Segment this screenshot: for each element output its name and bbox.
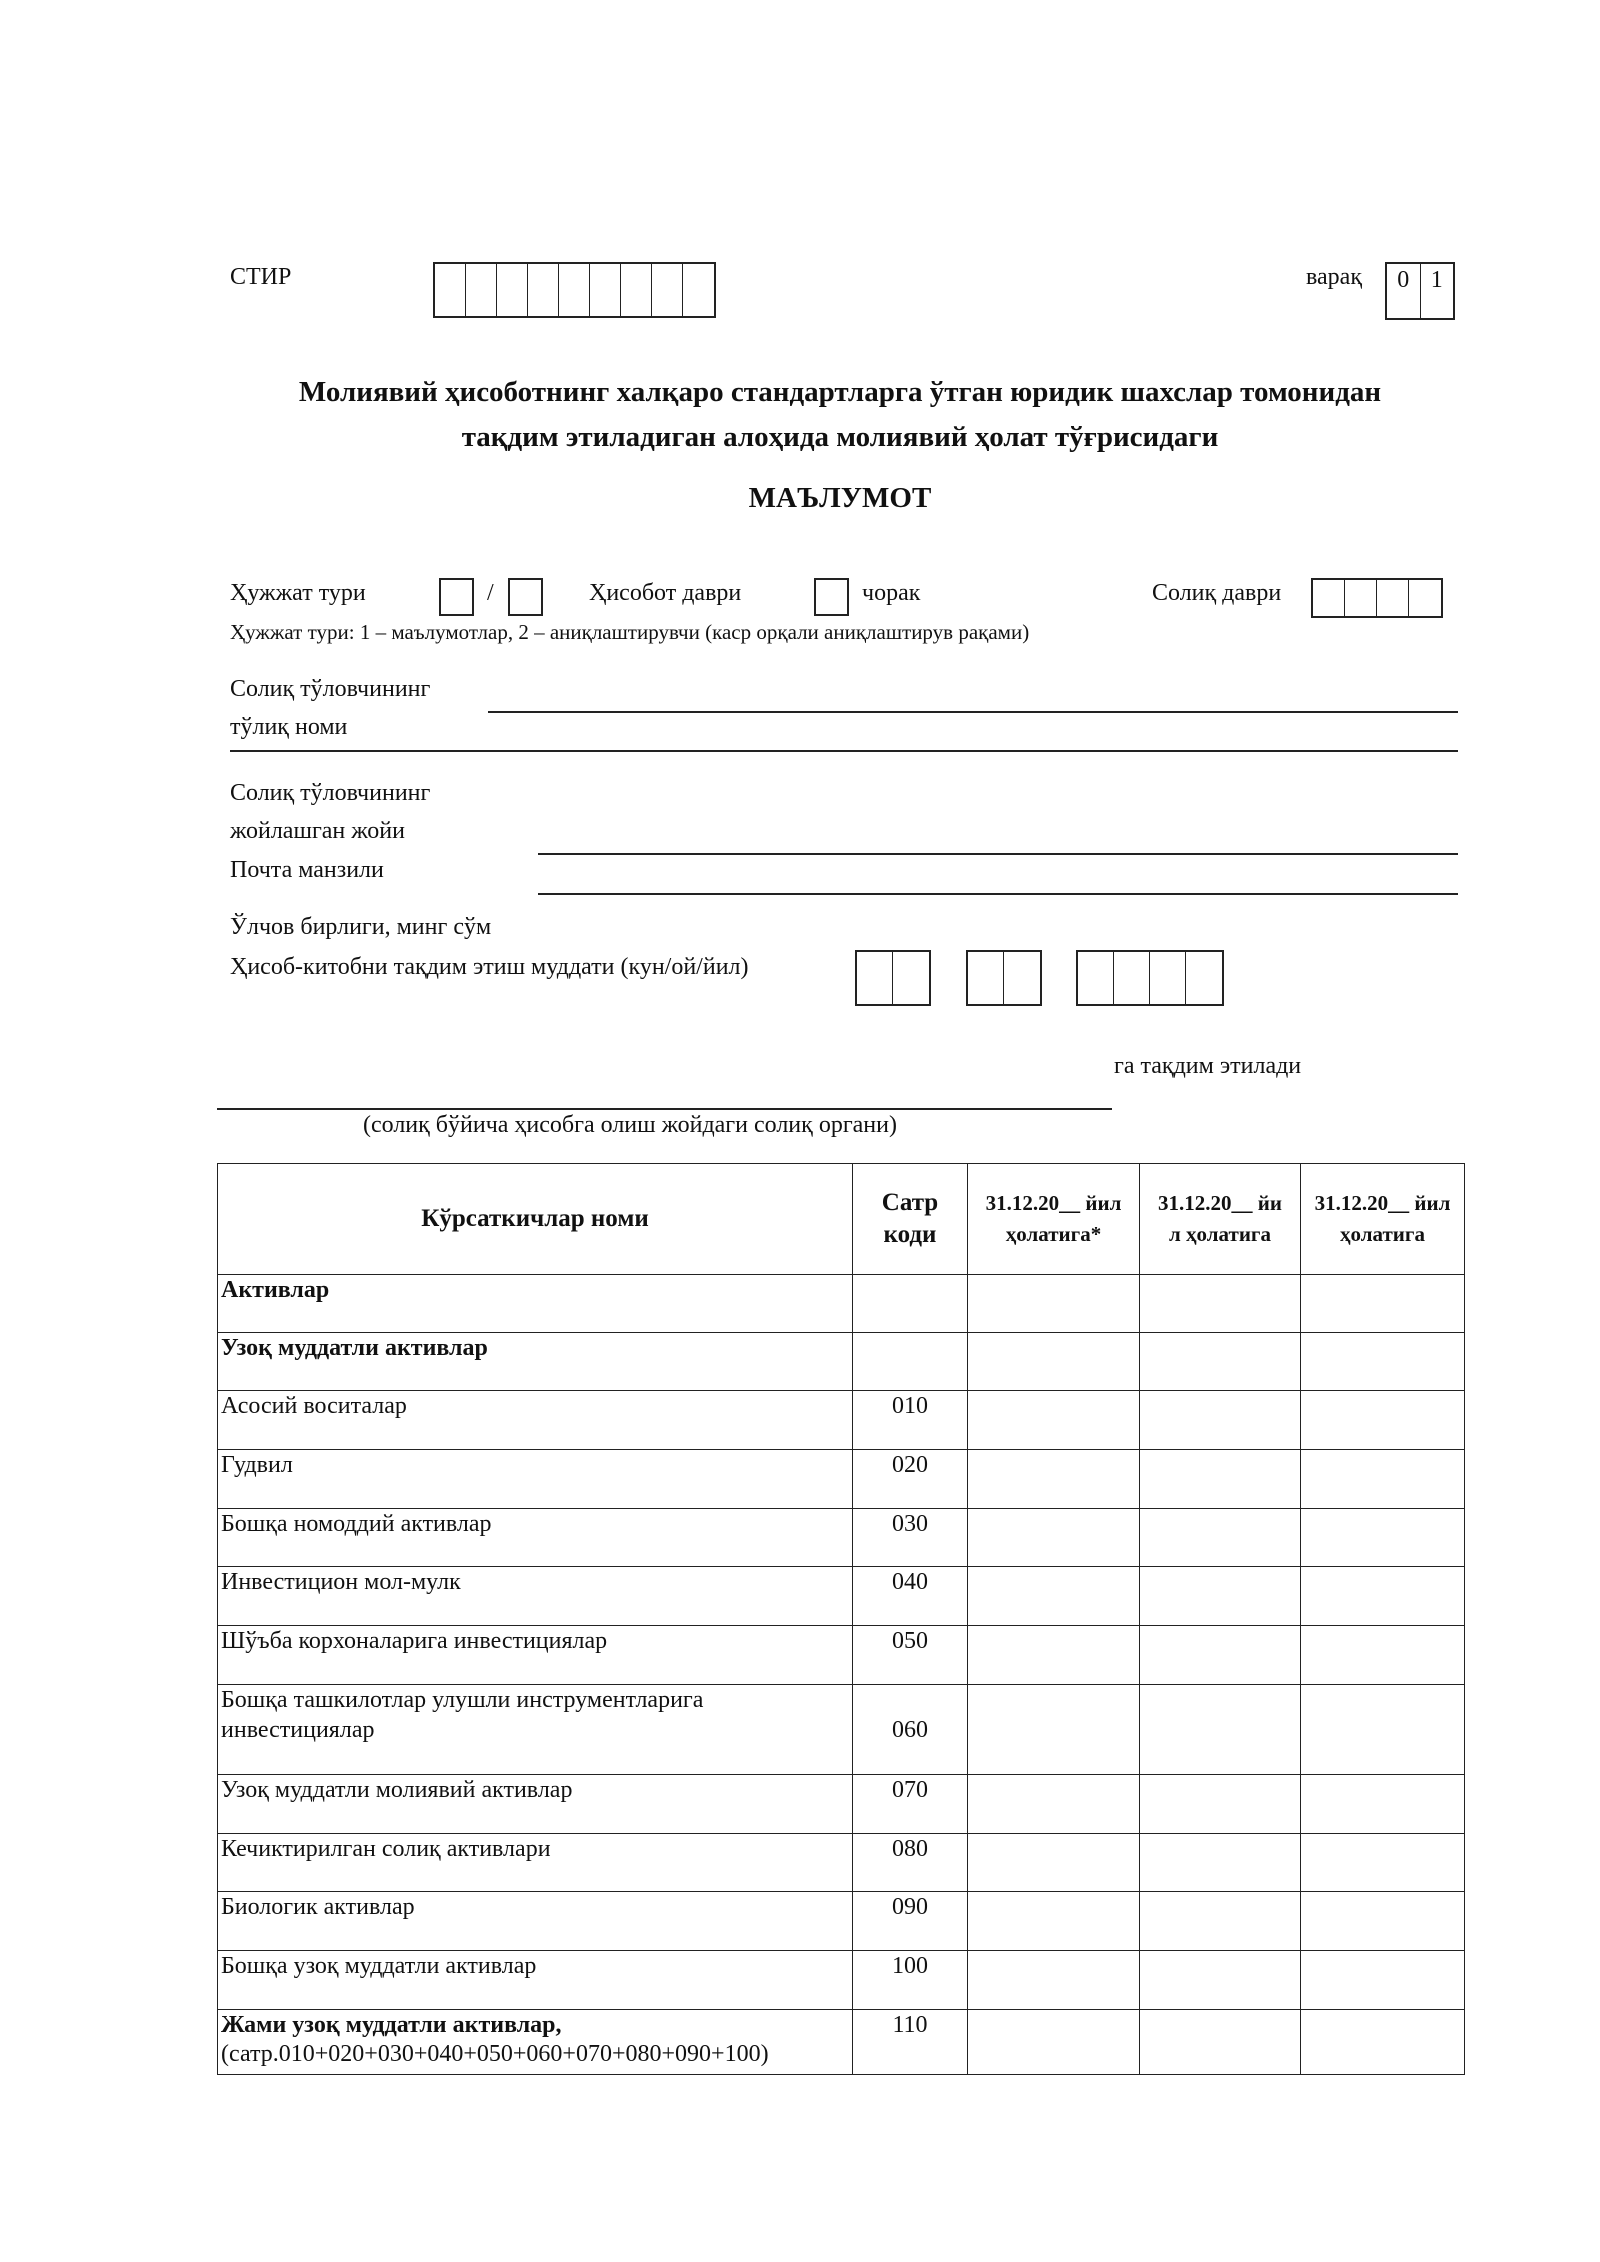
value-cell[interactable] (1140, 1567, 1301, 1626)
value-cell[interactable] (968, 1951, 1140, 2010)
row-code: 040 (853, 1567, 968, 1626)
value-cell[interactable] (1301, 1567, 1465, 1626)
table-row (218, 1626, 1465, 1685)
submission-month-cells[interactable] (966, 950, 1042, 1006)
row-name: Бошқа ташкилотлар улушли инструментларига инвестициялар (218, 1685, 853, 1775)
value-cell[interactable] (1140, 2010, 1301, 2075)
row-code: 070 (853, 1775, 968, 1834)
report-period-label: Ҳисобот даври (589, 580, 742, 606)
title-line-2: тақдим этиладиган алоҳида молиявий ҳолат тўғрисидаги (461, 421, 1219, 453)
value-cell[interactable] (1140, 1775, 1301, 1834)
sheet-number-cells[interactable] (1385, 262, 1455, 320)
value-cell[interactable] (968, 1567, 1140, 1626)
value-cell[interactable] (968, 1775, 1140, 1834)
value-cell[interactable] (1140, 1333, 1301, 1391)
doc-type-box[interactable] (439, 578, 474, 616)
title-line-1: Молиявий ҳисоботнинг халқаро стандартларга ўтган юридик шахслар томонидан (298, 376, 1382, 408)
balance-table (217, 1163, 1465, 2075)
value-cell[interactable] (1140, 1275, 1301, 1333)
header-date-3 (1301, 1164, 1465, 1275)
quarter-label: чорак (862, 580, 921, 606)
value-cell[interactable] (1301, 1450, 1465, 1509)
header-row-code (853, 1164, 968, 1275)
payer-name-label-2: тўлиқ номи (230, 714, 348, 740)
header-date-2 (1140, 1164, 1301, 1275)
table-row (218, 1834, 1465, 1892)
sheet-digit-2: 1 (1420, 264, 1454, 318)
value-cell[interactable] (1140, 1450, 1301, 1509)
table-row (218, 1775, 1465, 1834)
table-row (218, 2010, 1465, 2075)
table-row (218, 1685, 1465, 1775)
doc-type-label: Ҳужжат тури (230, 580, 366, 606)
value-cell[interactable] (1140, 1892, 1301, 1951)
row-code (853, 1333, 968, 1391)
submission-year-cells[interactable] (1076, 950, 1224, 1006)
value-cell[interactable] (968, 1450, 1140, 1509)
report-period-box[interactable] (814, 578, 849, 616)
value-cell[interactable] (968, 1275, 1140, 1333)
value-cell[interactable] (968, 1892, 1140, 1951)
header-date-3-line-1: 31.12.20__ йил (1314, 1191, 1451, 1215)
header-row-code-line-2: коди (883, 1221, 937, 1248)
table-row (218, 1391, 1465, 1450)
title-line-3: МАЪЛУМОТ (748, 482, 932, 514)
value-cell[interactable] (968, 1509, 1140, 1567)
row-code: 100 (853, 1951, 968, 2010)
tax-period-cells[interactable] (1311, 578, 1443, 618)
value-cell[interactable] (1301, 1834, 1465, 1892)
row-code: 020 (853, 1450, 968, 1509)
doc-type-fraction-box[interactable] (508, 578, 543, 616)
row-code: 110 (853, 2010, 968, 2075)
row-code: 050 (853, 1626, 968, 1685)
table-row (218, 1333, 1465, 1391)
payer-location-label-2: жойлашган жойи (230, 818, 405, 844)
header-date-3-line-2: ҳолатига (1340, 1222, 1425, 1246)
value-cell[interactable] (1301, 1685, 1465, 1775)
row-total-formula: (сатр.010+020+030+040+050+060+070+080+090+100) (221, 2041, 769, 2067)
sheet-label: варақ (1306, 264, 1362, 290)
submission-date-label: Ҳисоб-китобни тақдим этиш муддати (кун/ой/йил) (230, 954, 749, 980)
payer-name-field-line-2[interactable] (230, 750, 1458, 752)
header-date-2-line-1: 31.12.20__ йи (1158, 1191, 1282, 1215)
postal-address-field[interactable] (538, 893, 1458, 895)
value-cell[interactable] (1301, 1333, 1465, 1391)
row-name: Бошқа номоддий активлар (218, 1509, 853, 1567)
table-row (218, 1509, 1465, 1567)
row-total-label: Жами узоқ муддатли активлар, (221, 2012, 562, 2038)
payer-location-label-1: Солиқ тўловчининг (230, 780, 431, 806)
table-row (218, 1892, 1465, 1951)
value-cell[interactable] (968, 1626, 1140, 1685)
row-code: 010 (853, 1391, 968, 1450)
row-code (853, 1275, 968, 1333)
value-cell[interactable] (1140, 1951, 1301, 2010)
unit-label: Ўлчов бирлиги, минг сўм (230, 914, 492, 940)
value-cell[interactable] (1140, 1834, 1301, 1892)
payer-name-label-1: Солиқ тўловчининг (230, 676, 431, 702)
value-cell[interactable] (1301, 1892, 1465, 1951)
table-row (218, 1567, 1465, 1626)
row-name: Узоқ муддатли активлар (218, 1333, 853, 1391)
table-row (218, 1275, 1465, 1333)
row-name: Инвестицион мол-мулк (218, 1567, 853, 1626)
row-code: 030 (853, 1509, 968, 1567)
header-date-2-line-2: л ҳолатига (1169, 1222, 1271, 1246)
submitted-to-label: га тақдим этилади (1114, 1053, 1302, 1079)
row-name: Бошқа узоқ муддатли активлар (218, 1951, 853, 2010)
submission-day-cells[interactable] (855, 950, 931, 1006)
value-cell[interactable] (968, 1391, 1140, 1450)
payer-location-field[interactable] (538, 853, 1458, 855)
row-name: Узоқ муддатли молиявий активлар (218, 1775, 853, 1834)
value-cell[interactable] (1301, 1275, 1465, 1333)
value-cell[interactable] (1301, 1626, 1465, 1685)
row-name-total (218, 2010, 853, 2075)
row-name: Биологик активлар (218, 1892, 853, 1951)
value-cell[interactable] (968, 1333, 1140, 1391)
table-row (218, 1450, 1465, 1509)
row-name: Шўъба корхоналарига инвестициялар (218, 1626, 853, 1685)
value-cell[interactable] (968, 1834, 1140, 1892)
value-cell[interactable] (1140, 1626, 1301, 1685)
header-indicator-name: Кўрсаткичлар номи (218, 1164, 853, 1275)
row-code: 080 (853, 1834, 968, 1892)
value-cell[interactable] (1301, 1509, 1465, 1567)
header-row-code-line-1: Сатр (881, 1189, 939, 1216)
value-cell[interactable] (1140, 1685, 1301, 1775)
header-date-1-line-1: 31.12.20__ йил (985, 1191, 1122, 1215)
value-cell[interactable] (1140, 1509, 1301, 1567)
value-cell[interactable] (968, 1685, 1140, 1775)
postal-address-label: Почта манзили (230, 857, 384, 883)
payer-name-field[interactable] (488, 711, 1458, 713)
table-row (218, 1951, 1465, 2010)
value-cell[interactable] (1301, 1775, 1465, 1834)
value-cell[interactable] (1140, 1391, 1301, 1450)
doc-type-note: Ҳужжат тури: 1 – маълумотлар, 2 – аниқлаштирувчи (каср орқали аниқлаштирув рақами) (230, 620, 1030, 644)
value-cell[interactable] (1301, 1951, 1465, 2010)
tax-authority-caption: (солиқ бўйича ҳисобга олиш жойдаги солиқ органи) (363, 1112, 897, 1138)
doc-type-slash: / (487, 580, 494, 606)
row-name: Асосий воситалар (218, 1391, 853, 1450)
row-name: Кечиктирилган солиқ активлари (218, 1834, 853, 1892)
row-code: 090 (853, 1892, 968, 1951)
value-cell[interactable] (968, 2010, 1140, 2075)
value-cell[interactable] (1301, 2010, 1465, 2075)
stir-input-cells[interactable] (433, 262, 716, 318)
tax-period-label: Солиқ даври (1152, 580, 1282, 606)
row-name: Гудвил (218, 1450, 853, 1509)
sheet-digit-1: 0 (1397, 267, 1410, 293)
header-date-1-line-2: ҳолатига* (1005, 1222, 1102, 1246)
row-name: Активлар (218, 1275, 853, 1333)
row-code: 060 (853, 1685, 968, 1775)
tax-authority-field[interactable] (217, 1108, 1112, 1110)
header-date-1 (968, 1164, 1140, 1275)
value-cell[interactable] (1301, 1391, 1465, 1450)
stir-label: СТИР (230, 264, 292, 290)
